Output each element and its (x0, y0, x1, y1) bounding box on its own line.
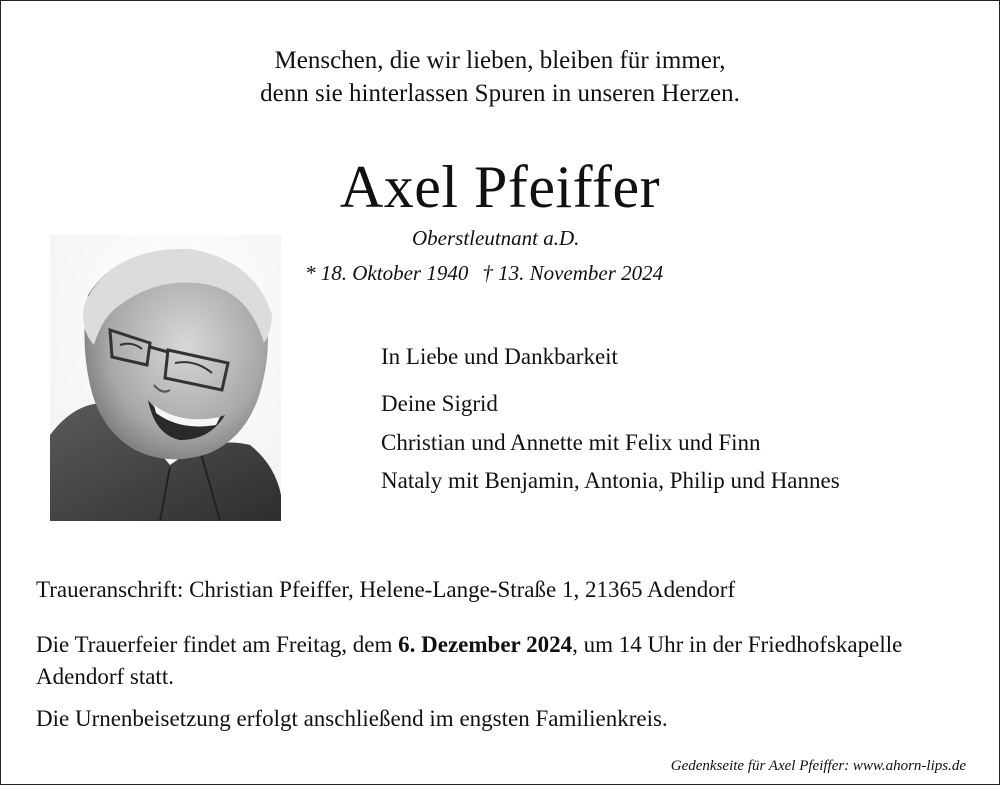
mourner-line: Deine Sigrid (381, 391, 498, 416)
urn-burial-notice: Die Urnenbeisetzung erfolgt anschließend im engsten Familienkreis. (36, 706, 668, 731)
mourning-address: Traueranschrift: Christian Pfeiffer, Helene-Lange-Straße 1, 21365 Adendorf (36, 577, 736, 602)
mourner-line: Christian und Annette mit Felix und Finn (381, 430, 761, 455)
quote-line-1: Menschen, die wir lieben, bleiben für immer, (274, 47, 726, 74)
ceremony-date: 6. Dezember 2024 (398, 632, 573, 657)
death-date: † 13. November 2024 (482, 261, 664, 285)
mourners-heading: In Liebe und Dankbarkeit (381, 344, 618, 369)
memorial-website[interactable]: Gedenkseite für Axel Pfeiffer: www.ahorn-lips.de (670, 758, 966, 774)
life-dates (305, 259, 663, 287)
ceremony-notice (36, 629, 936, 693)
deceased-rank: Oberstleutnant a.D. (412, 226, 580, 250)
deceased-name: Axel Pfeiffer (339, 154, 661, 220)
quote-line-2: denn sie hinterlassen Spuren in unseren Herzen. (260, 80, 740, 107)
portrait-photo (50, 235, 281, 521)
ceremony-text-before: Die Trauerfeier findet am Freitag, dem (36, 632, 399, 657)
mourner-line: Nataly mit Benjamin, Antonia, Philip und Hannes (381, 468, 840, 493)
birth-date: * 18. Oktober 1940 (305, 261, 469, 285)
ceremony-text-after: , um 14 Uhr in der Friedhofskapelle Adendorf statt. (36, 632, 903, 689)
